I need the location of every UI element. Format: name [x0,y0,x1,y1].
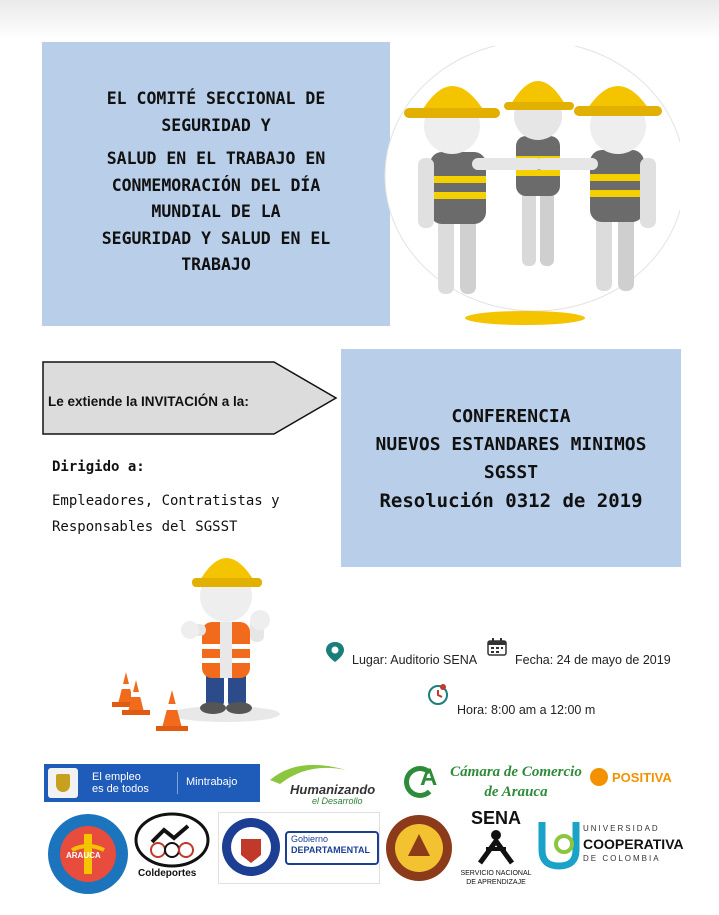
mintrabajo-name: Mintrabajo [186,776,238,788]
gobierno-departamental-logo [218,812,380,884]
invitation-bold: INVITACIÓN [141,394,219,409]
conference-line: CONFERENCIA [451,406,571,427]
title-line: SALUD EN EL TRABAJO EN [106,149,326,168]
worker-with-cones-illustration [100,532,290,732]
title-line: SEGURIDAD Y [161,115,271,135]
sena-text: SENA [470,808,521,828]
event-title [42,86,390,279]
gobierno-line: DEPARTAMENTAL [291,845,370,855]
conference-box [341,349,681,567]
ucc-line: DE COLOMBIA [583,854,661,863]
sena-logo [456,808,536,888]
institutional-seal-logo [384,812,454,884]
title-box [42,42,390,326]
positiva-text: POSITIVA [612,770,672,785]
camara-line: de Arauca [484,784,548,800]
desarrollo-text: el Desarrollo [312,796,363,806]
mintrabajo-slogan-line: es de todos [92,783,149,795]
title-line: CONMEMORACIÓN DEL DÍA [111,175,321,195]
ucc-line: UNIVERSIDAD [583,824,660,833]
positiva-circle-icon [590,768,608,786]
sena-subtitle-line: SERVICIO NACIONAL [460,870,532,877]
audience-heading: Dirigido a: [52,459,145,475]
coldeportes-text: Coldeportes [138,868,197,879]
title-line: TRABAJO [181,255,251,274]
mintrabajo-slogan-line: El empleo [92,771,141,783]
audience-line: Responsables del SGSST [52,519,238,535]
sena-subtitle-line: DE APRENDIZAJE [466,879,526,886]
conference-line: NUEVOS ESTANDARES MINIMOS [375,434,647,455]
positiva-logo [590,766,670,790]
title-line: SEGURIDAD Y SALUD EN EL [101,228,331,248]
ucc-line: COOPERATIVA [583,836,684,852]
invitation-prefix: Le extiende la [48,394,142,409]
camara-comercio-emblem-icon: A [404,762,440,796]
humanizando-logo [268,760,404,808]
mintrabajo-logo [44,764,260,802]
conference-line: SGSST [483,462,539,483]
event-time: Hora: 8:00 am a 12:00 m [457,703,596,717]
location-pin-icon [324,641,346,663]
ucc-emblem-icon [538,818,580,870]
conference-title [341,403,681,515]
title-line: EL COMITÉ SECCIONAL DE [106,89,326,108]
uaess-ring-text [0,900,1,901]
humanizando-text: Humanizando [290,782,376,797]
mintrabajo-slogan [92,771,149,795]
invitation-text [48,394,249,409]
title-line: MUNDIAL DE LA [151,202,281,221]
sena-emblem-icon [476,829,516,865]
event-date: Fecha: 24 de mayo de 2019 [515,653,671,667]
event-place: Lugar: Auditorio SENA [352,653,478,667]
clock-icon [427,683,449,705]
gobierno-line: Gobierno [291,834,329,844]
camara-comercio-text [446,762,586,802]
uaess-city: ARAUCA [66,851,101,860]
colombia-coat-of-arms-icon [48,768,78,798]
conference-line: Resolución 0312 de 2019 [379,490,643,512]
invitation-suffix: a la: [218,394,249,409]
audience-line: Empleadores, Contratistas y [52,493,280,509]
arauca-department-shield-icon [221,815,281,879]
coldeportes-logo [134,812,210,868]
calendar-icon [487,638,507,656]
camara-line: Cámara de Comercio [450,764,582,780]
workers-teamwork-illustration [360,46,680,336]
sena-subtitle [456,869,536,887]
